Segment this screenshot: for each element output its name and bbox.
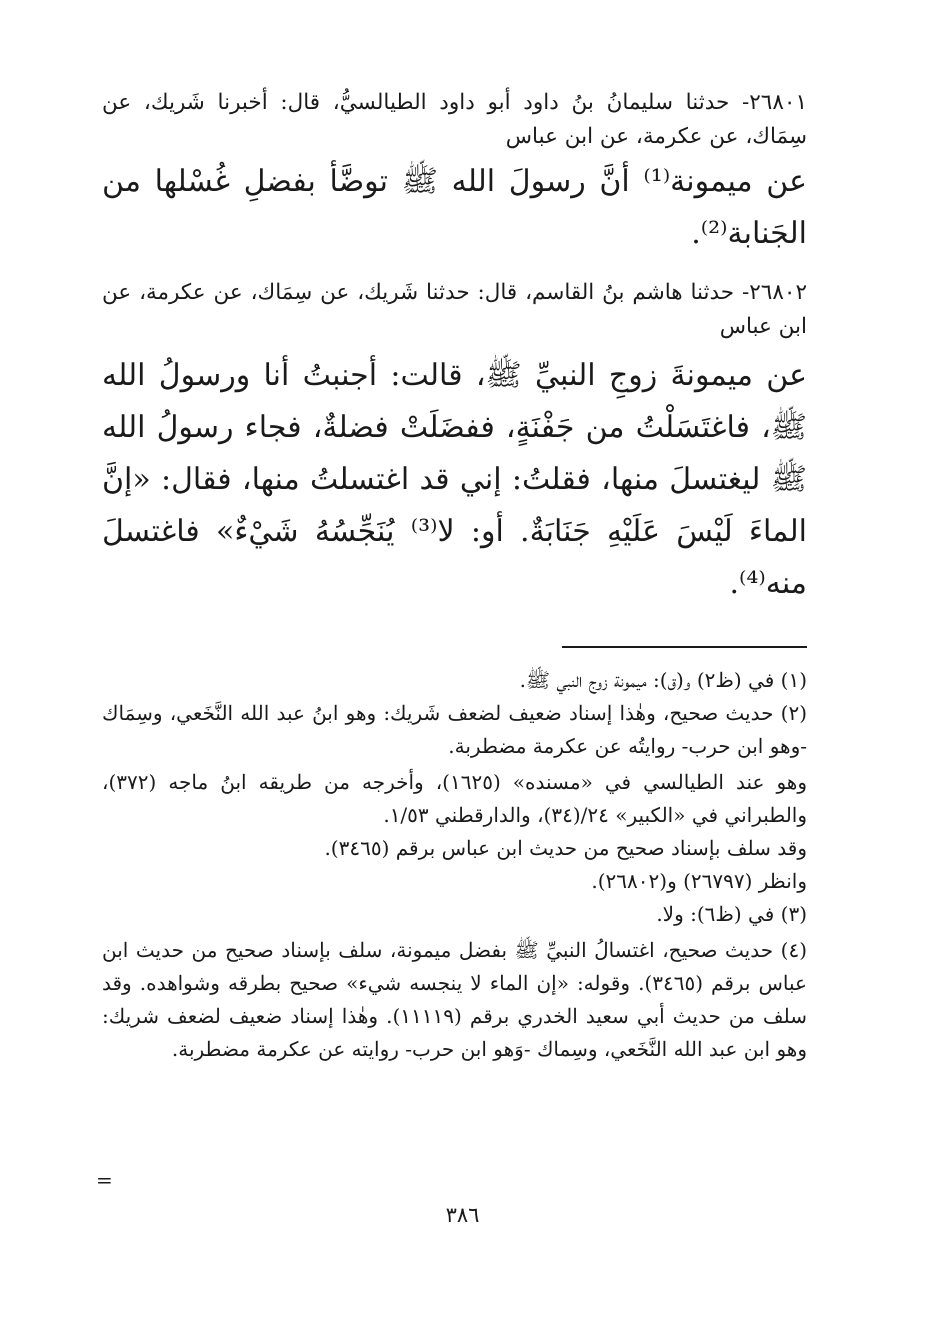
hadith-1-matn: عن ميمونة⁽¹⁾ أنَّ رسولَ الله ﷺ توضَّأ بفضلِ غُسْلها من الجَنابة⁽²⁾. bbox=[102, 164, 807, 251]
footnote-2-sources: وهو عند الطيالسي في «مسنده» (١٦٢٥)، وأخرجه من طريقه ابنُ ماجه (٣٧٢)، والطبراني في «الكبير» ٢٤/(٣٤)، والدارقطني ١/٥٣. bbox=[102, 770, 807, 827]
footnote-2-cross-ref: وقد سلف بإسناد صحيح من حديث ابن عباس برقم (٣٤٦٥). bbox=[324, 836, 807, 860]
footnote-2-see-also: وانظر (٢٦٧٩٧) و(٢٦٨٠٢). bbox=[591, 869, 807, 893]
footnote-1: (١) في (ظ٢) و(ق): ميمونة زوج النبي ﷺ. bbox=[519, 668, 807, 692]
footnote-divider bbox=[562, 646, 807, 648]
page-number: ٣٨٦ bbox=[445, 1203, 480, 1227]
hadith-2-isnad: ٢٦٨٠٢- حدثنا هاشم بنُ القاسم، قال: حدثنا شَريك، عن سِمَاك، عن عكرمة، عن ابن عباس bbox=[102, 280, 807, 339]
continuation-mark: = bbox=[96, 1168, 113, 1192]
hadith-2-matn: عن ميمونةَ زوجِ النبيِّ ﷺ، قالت: أجنبتُ أنا ورسولُ الله ﷺ، فاغتَسَلْتُ من جَفْنَةٍ، ففضَلَتْ فضلةٌ، فجاء رسولُ الله ﷺ ليغتسلَ منها، فقلتُ: إني قد اغتسلتُ منها، فقال: «إنَّ الماءَ لَيْسَ عَلَيْهِ جَنَابَةٌ. أو: لا⁽³⁾ يُنَجِّسُهُ شَيْءٌ» فاغتسلَ منه⁽⁴⁾. bbox=[102, 358, 807, 601]
footnote-4: (٤) حديث صحيح، اغتسالُ النبيِّ ﷺ بفضل ميمونة، سلف بإسناد صحيح من حديث ابن عباس برقم (٣٤٦٥). وقوله: «إن الماء لا ينجسه شيء» صحيح بطرقه وشواهده. وقد سلف من حديث أبي سعيد الخدري برقم (١١١١٩). وهٰذا إسناد ضعيف لضعف شريك: وهو ابن عبد الله النَّخَعي، وسِماك -وَهو ابن حرب- روايته عن عكرمة مضطربة. bbox=[102, 938, 808, 1061]
hadith-1-isnad: ٢٦٨٠١- حدثنا سليمانُ بنُ داود أبو داود الطيالسيُّ، قال: أخبرنا شَريك، عن سِمَاك، عن عكرمة، عن ابن عباس bbox=[102, 90, 807, 149]
footnote-3: (٣) في (ظ٦): ولا. bbox=[656, 902, 807, 926]
footnotes bbox=[102, 664, 807, 1066]
footnote-2: (٢) حديث صحيح، وهٰذا إسناد ضعيف لضعف شَريك: وهو ابنُ عبد الله النَّخَعي، وسِمَاك -وهو ابن حرب- روايتُه عن عكرمة مضطربة. bbox=[102, 701, 807, 758]
